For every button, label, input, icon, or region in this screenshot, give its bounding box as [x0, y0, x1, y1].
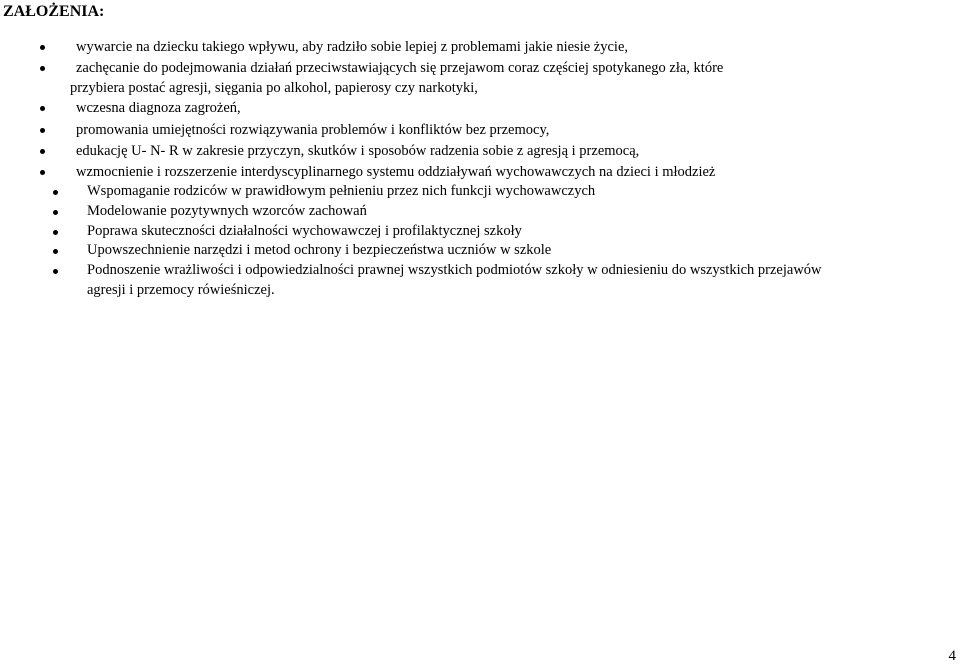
bullet-icon — [53, 230, 58, 235]
bullet-icon — [53, 269, 58, 274]
page-number: 4 — [948, 648, 956, 664]
list-item-text: Poprawa skuteczności działalności wychowawczej i profilaktycznej szkoły — [87, 223, 522, 239]
list-item-continuation: agresji i przemocy rówieśniczej. — [87, 282, 275, 298]
list-item-text: Upowszechnienie narzędzi i metod ochrony i bezpieczeństwa uczniów w szkole — [87, 242, 552, 258]
list-item-text: wczesna diagnoza zagrożeń, — [76, 100, 241, 116]
bullet-icon — [40, 128, 45, 133]
list-item-text: wywarcie na dziecku takiego wpływu, aby radziło sobie lepiej z problemami jakie niesie życie, — [76, 39, 628, 55]
bullet-icon — [40, 170, 45, 175]
list-item-text: promowania umiejętności rozwiązywania problemów i konfliktów bez przemocy, — [76, 122, 550, 138]
list-item-text: Wspomaganie rodziców w prawidłowym pełnieniu przez nich funkcji wychowawczych — [87, 183, 596, 199]
bullet-icon — [40, 106, 45, 111]
bullet-icon — [53, 249, 58, 254]
list-item-continuation: przybiera postać agresji, sięgania po alkohol, papierosy czy narkotyki, — [70, 80, 478, 96]
list-item-text: edukację U- N- R w zakresie przyczyn, skutków i sposobów radzenia sobie z agresją i przemocą, — [76, 143, 640, 159]
section-heading: ZAŁOŻENIA: — [3, 3, 105, 20]
list-item-text: zachęcanie do podejmowania działań przeciwstawiających się przejawom coraz częściej spotykanego zła, które — [76, 60, 724, 76]
bullet-icon — [40, 66, 45, 71]
list-item-text: Podnoszenie wrażliwości i odpowiedzialności prawnej wszystkich podmiotów szkoły w odniesieniu do wszystkich przejawów — [87, 262, 822, 278]
list-item-text: Modelowanie pozytywnych wzorców zachowań — [87, 203, 367, 219]
list-item-text: wzmocnienie i rozszerzenie interdyscyplinarnego systemu oddziaływań wychowawczych na dzieci i młodzież — [76, 164, 716, 180]
bullet-icon — [40, 149, 45, 154]
bullet-icon — [53, 210, 58, 215]
bullet-icon — [53, 190, 58, 195]
bullet-icon — [40, 45, 45, 50]
